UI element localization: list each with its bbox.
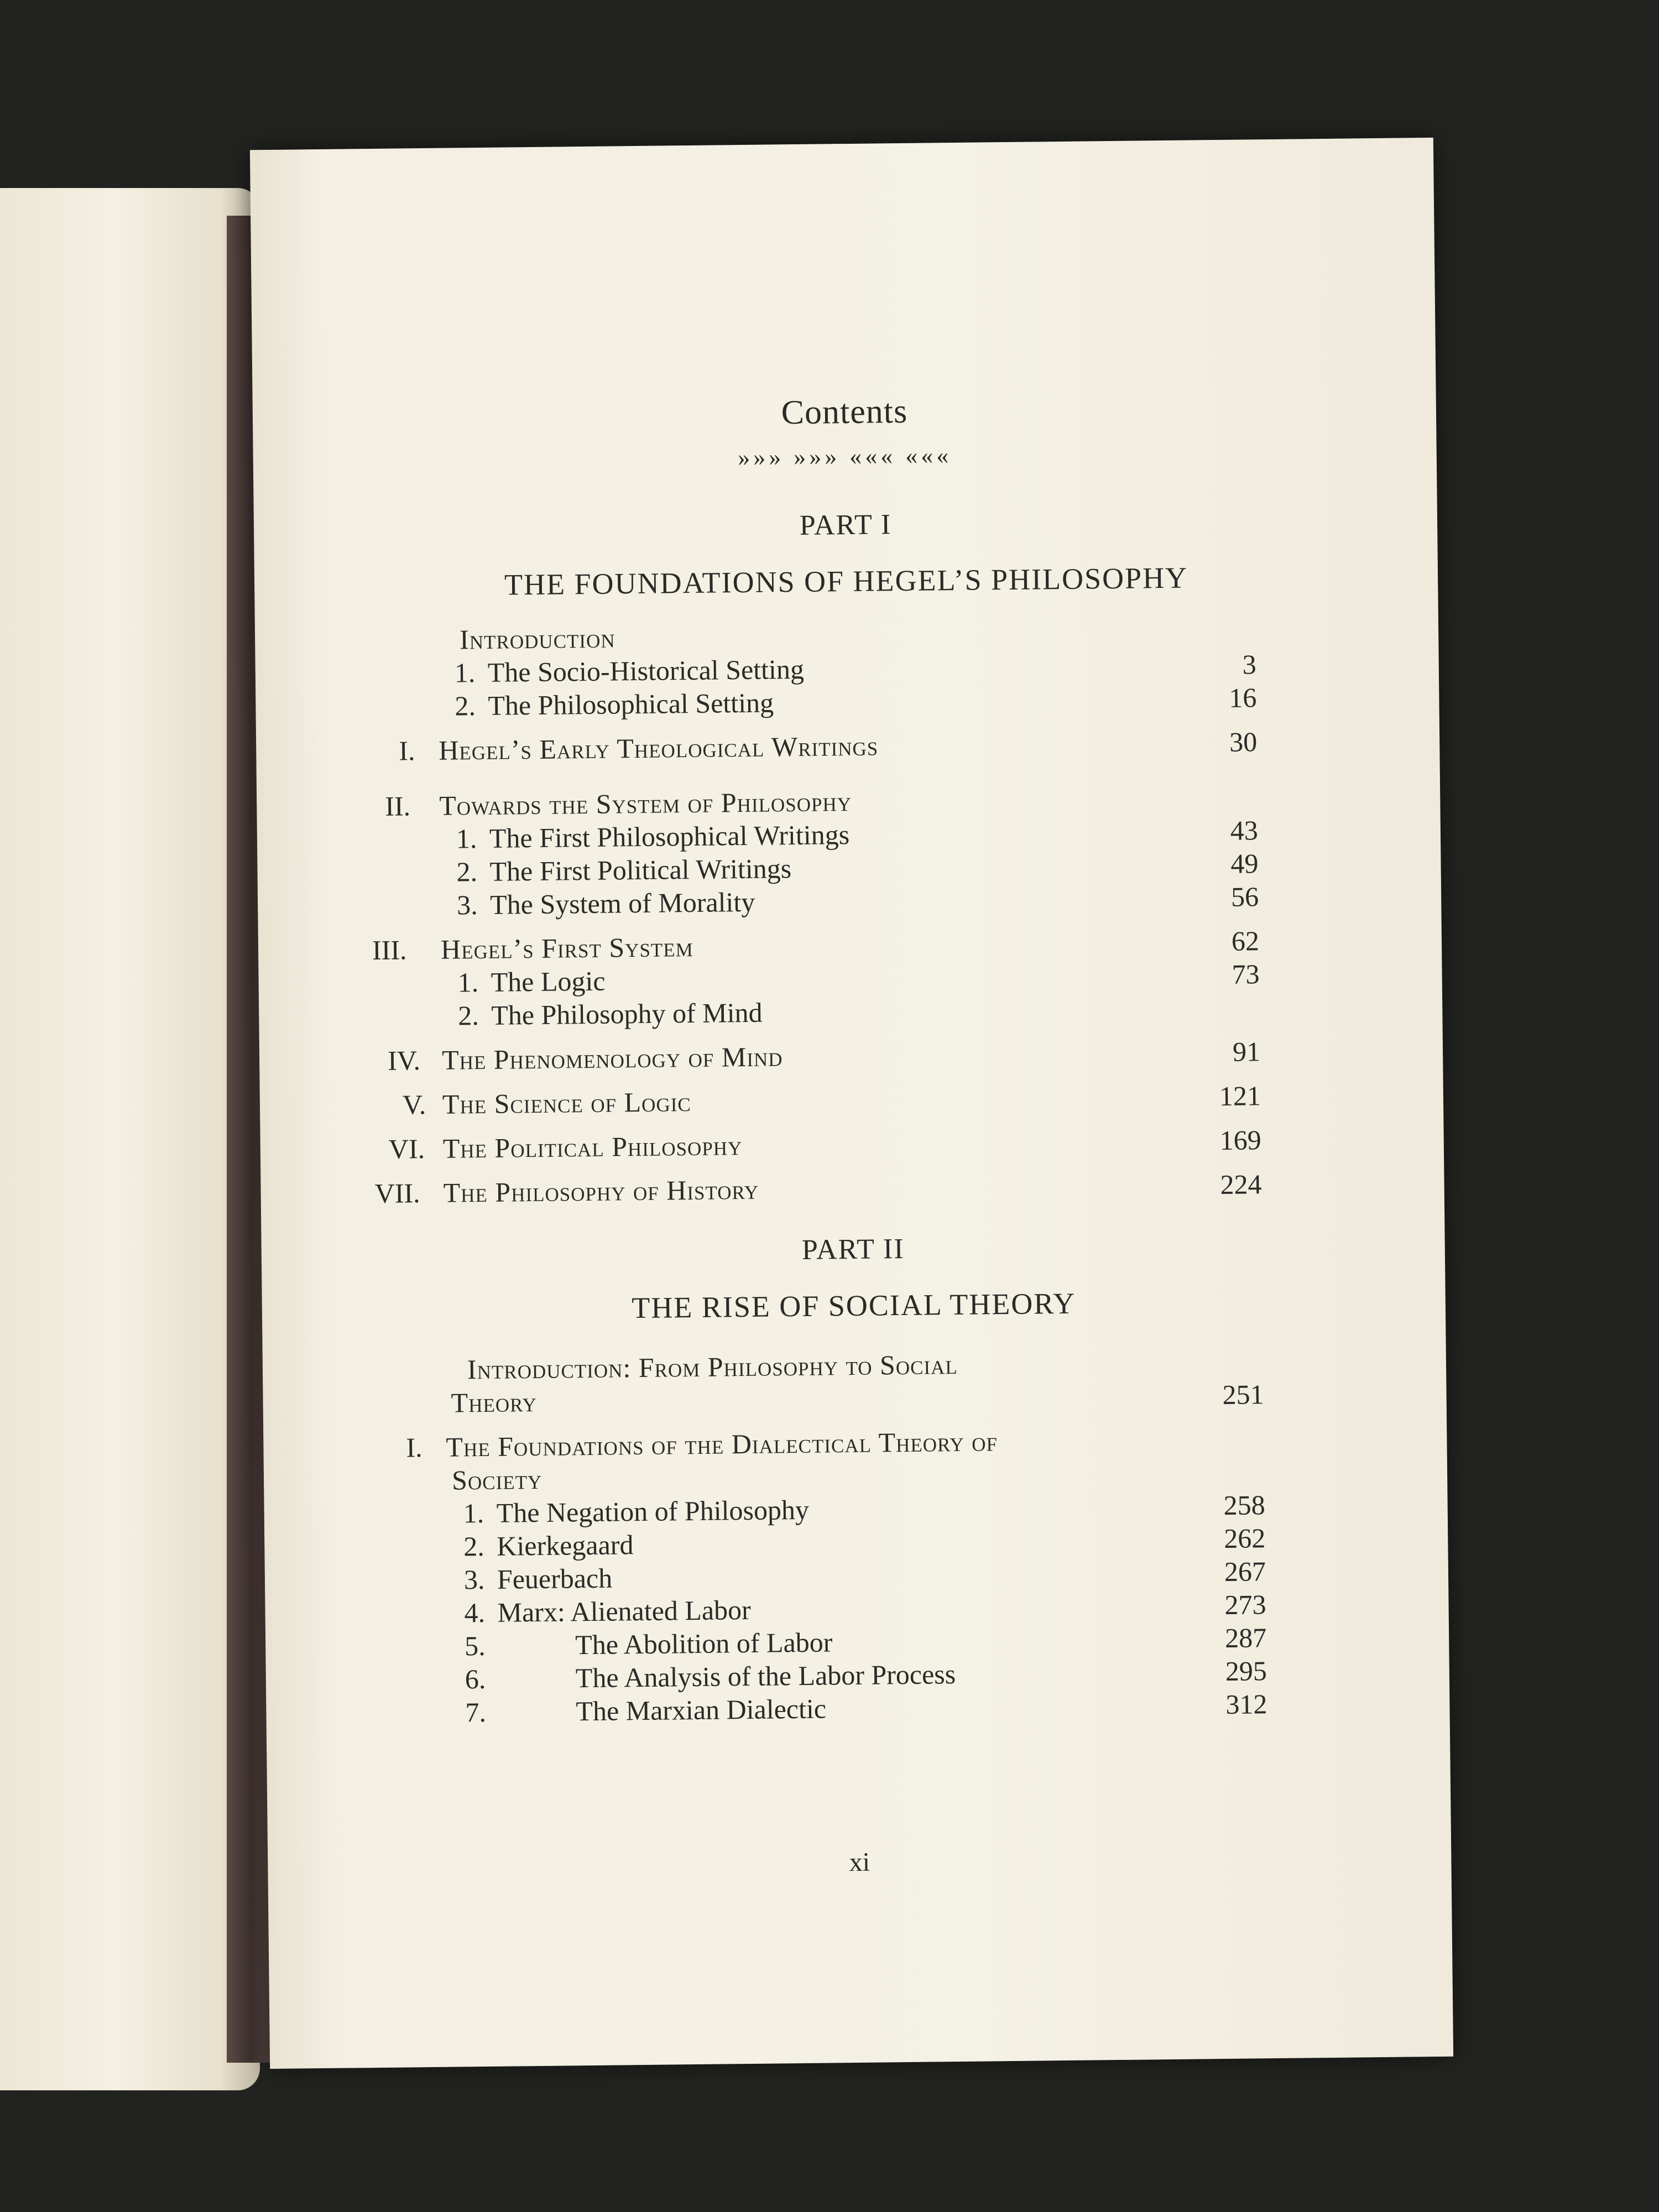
- entry-page: 258: [1223, 1489, 1265, 1521]
- entry-number: 2.: [456, 856, 478, 888]
- entry-page: [1167, 615, 1256, 616]
- toc-entry: [255, 613, 1438, 655]
- entry-title: Theory: [451, 1386, 538, 1418]
- entry-page: 3: [1242, 649, 1257, 680]
- toc-entry: [260, 1078, 1443, 1120]
- entry-page: [1176, 1422, 1264, 1423]
- entry-number: 2.: [463, 1531, 485, 1562]
- entry-title: The Phenomenology of Mind: [441, 1041, 783, 1076]
- toc-entry: [259, 989, 1442, 1031]
- entry-number: 4.: [464, 1597, 486, 1629]
- entry-page: 169: [1219, 1124, 1262, 1156]
- entry-title: Society: [451, 1463, 542, 1496]
- entry-page: 262: [1223, 1522, 1266, 1554]
- table-of-contents: [250, 138, 1453, 2069]
- toc-entry: [260, 1122, 1444, 1165]
- toc-entry: [260, 1166, 1444, 1209]
- toc-entry: [264, 1520, 1448, 1562]
- entry-title: Hegel’s First System: [440, 931, 694, 965]
- entry-number: 6.: [465, 1663, 486, 1695]
- entry-number: 7.: [465, 1696, 487, 1728]
- entry-page: 73: [1232, 958, 1260, 990]
- entry-title: The Marxian Dialectic: [576, 1693, 827, 1727]
- part-title: THE FOUNDATIONS OF HEGEL’S PHILOSOPHY: [504, 561, 1188, 602]
- toc-entry: [265, 1587, 1448, 1629]
- entry-number: 3.: [456, 889, 478, 921]
- entry-page: 267: [1224, 1556, 1266, 1587]
- entry-title: The Abolition of Labor: [575, 1626, 833, 1661]
- entry-page: 251: [1222, 1379, 1264, 1411]
- ornament-divider: »»» »»» ««« «««: [738, 442, 952, 472]
- entry-title: Feuerbach: [497, 1562, 613, 1595]
- entry-number: VI.: [388, 1133, 425, 1165]
- entry-number: 2.: [455, 690, 476, 722]
- entry-title: Kierkegaard: [497, 1529, 634, 1562]
- entry-page: [1176, 1455, 1265, 1457]
- entry-page: [1171, 991, 1260, 992]
- entry-page: 43: [1230, 815, 1259, 846]
- entry-page: 56: [1230, 881, 1259, 912]
- entry-number: I.: [398, 735, 415, 766]
- entry-number: V.: [402, 1089, 426, 1120]
- entry-page: 121: [1219, 1080, 1261, 1112]
- entry-title: The Socio-Historical Setting: [487, 653, 805, 688]
- entry-number: 1.: [456, 823, 477, 854]
- page-number: xi: [849, 1847, 870, 1877]
- part-label: PART I: [799, 509, 892, 541]
- toc-entry: [257, 779, 1440, 822]
- entry-page: 16: [1229, 682, 1257, 713]
- entry-title: The Philosophy of Mind: [491, 997, 763, 1031]
- entry-title: The First Political Writings: [489, 853, 792, 887]
- entry-number: VII.: [374, 1177, 420, 1209]
- entry-page: [1175, 1345, 1264, 1346]
- entry-page: 49: [1230, 848, 1259, 879]
- entry-page: 30: [1229, 726, 1258, 758]
- entry-title: The Science of Logic: [442, 1086, 691, 1120]
- part-title: THE RISE OF SOCIAL THEORY: [632, 1286, 1076, 1325]
- entry-title: The First Philosophical Writings: [489, 819, 850, 854]
- entry-title: The Negation of Philosophy: [496, 1494, 810, 1528]
- toc-entry: [258, 923, 1442, 966]
- entry-page: 224: [1220, 1168, 1262, 1201]
- entry-number: II.: [385, 790, 411, 822]
- toc-entry: [265, 1553, 1448, 1595]
- entry-title: The Foundations of the Dialectical Theory of: [446, 1426, 998, 1463]
- entry-title: The Analysis of the Labor Process: [575, 1658, 956, 1694]
- toc-entry: [258, 879, 1441, 921]
- entry-number: 1.: [463, 1498, 484, 1529]
- entry-page: 295: [1225, 1655, 1267, 1687]
- toc-entry: [266, 1653, 1449, 1695]
- entry-title: The System of Morality: [489, 886, 755, 920]
- toc-entry: [263, 1343, 1446, 1385]
- entry-number: 5.: [464, 1630, 486, 1662]
- toc-entry: [255, 680, 1439, 722]
- entry-number: 1.: [454, 657, 476, 688]
- entry-title: Introduction: [459, 622, 615, 655]
- entry-page: [1169, 781, 1258, 782]
- page-title: Contents: [781, 392, 908, 432]
- entry-title: The Political Philosophy: [442, 1130, 743, 1164]
- toc-entry: [255, 646, 1439, 688]
- toc-entry: [256, 724, 1439, 766]
- entry-title: Hegel’s Early Theological Writings: [438, 730, 879, 766]
- facing-page: [0, 188, 260, 2090]
- entry-number: I.: [406, 1432, 422, 1463]
- entry-title: Marx: Alienated Labor: [497, 1594, 752, 1628]
- toc-entry: [259, 1034, 1443, 1076]
- entry-page: 91: [1232, 1036, 1261, 1067]
- entry-number: IV.: [387, 1045, 421, 1076]
- entry-number: 3.: [463, 1563, 485, 1595]
- entry-page: 312: [1225, 1688, 1267, 1720]
- entry-number: 2.: [458, 1000, 479, 1031]
- entry-page: 287: [1224, 1622, 1267, 1653]
- entry-title: The Logic: [491, 965, 606, 998]
- entry-number: 1.: [457, 967, 479, 998]
- entry-page: 273: [1224, 1589, 1266, 1620]
- entry-title: Towards the System of Philosophy: [439, 785, 852, 821]
- entry-title: The Philosophy of History: [443, 1173, 759, 1208]
- part-label: PART II: [801, 1233, 905, 1266]
- entry-number: III.: [372, 934, 407, 966]
- entry-title: Introduction: From Philosophy to Social: [467, 1349, 958, 1385]
- toc-entry: [265, 1620, 1449, 1662]
- toc-entry: [263, 1421, 1447, 1463]
- entry-title: The Philosophical Setting: [488, 687, 774, 721]
- toc-entry: [258, 956, 1442, 998]
- toc-entry: [264, 1487, 1447, 1529]
- contents-page: [250, 138, 1453, 2069]
- entry-page: 62: [1231, 925, 1260, 957]
